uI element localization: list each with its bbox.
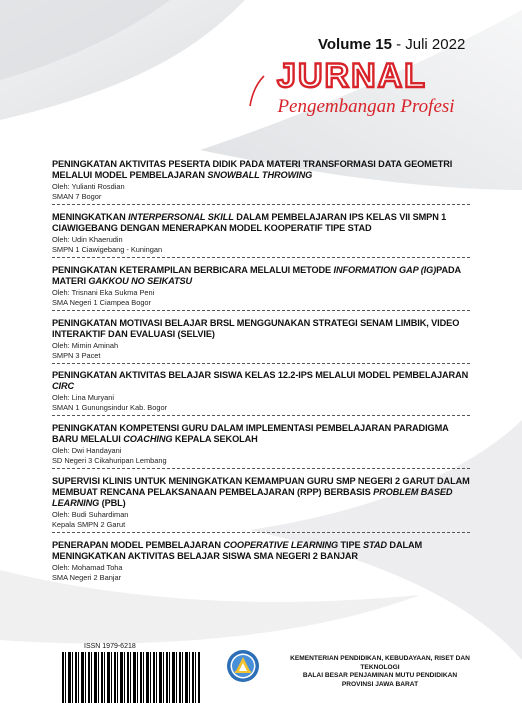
ministry-line: BALAI BESAR PENJAMINAN MUTU PENDIDIKAN — [302, 672, 458, 679]
article-title-text: (PBL) — [99, 498, 126, 509]
article-title-text: PENINGKATAN KOMPETENSI GURU DALAM IMPLEMENTASI PEMBELAJARAN PARADIGMA BARU MELALUI — [52, 423, 449, 445]
article-title — [52, 540, 470, 562]
article-title — [52, 265, 470, 287]
article-title-text: PENINGKATAN MOTIVASI BELAJAR BRSL MENGGUNAKAN STRATEGI SENAM LIMBIK, VIDEO INTERAKTIF DAN EVALUASI (SELVIE) — [52, 317, 460, 339]
volume-issue-label — [318, 36, 465, 53]
article-title — [52, 370, 470, 392]
issue-date: - Juli 2022 — [396, 36, 466, 53]
article-title — [52, 476, 470, 509]
article-author: Oleh: Trisnani Eka Sukma Peni — [52, 287, 155, 297]
article-entry — [52, 368, 470, 416]
article-title-text: DALAM MENINGKATKAN AKTIVITAS BELAJAR SISWA SMA NEGERI 2 BANJAR — [52, 539, 423, 561]
article-author: Oleh: Yulianti Rosdian — [52, 182, 125, 191]
article-title-italic: COACHING — [123, 434, 173, 445]
article-title-text: KEPALA SEKOLAH — [172, 434, 258, 445]
volume-number: Volume 15 — [318, 36, 392, 53]
journal-logo-word: JURNAL — [277, 57, 427, 95]
article-title-italic: SNOWBALL THROWING — [207, 170, 313, 180]
article-entry — [52, 157, 470, 205]
article-title-italic: INFORMATION GAP (IG) — [333, 264, 437, 275]
article-author: Oleh: Mimin Aminah — [52, 340, 119, 350]
article-institution: SMA Negeri 2 Banjar — [52, 572, 122, 582]
ministry-line: KEMENTERIAN PENDIDIKAN, KEBUDAYAAN, RISET DAN TEKNOLOGI — [290, 655, 470, 671]
article-institution: SMPN 3 Pacet — [52, 350, 101, 360]
article-author: Oleh: Budi Suhardiman — [52, 510, 129, 520]
article-entry — [52, 210, 470, 258]
article-title-text: SUPERVISI KLINIS UNTUK MENINGKATKAN KEMAMPUAN GURU SMP NEGERI 2 GARUT DALAM MEMBUAT RENCANA PELAKSANAAN PEMBELAJARAN (RPP) BERBASIS — [52, 476, 470, 498]
article-title — [52, 212, 470, 234]
article-entry — [52, 538, 470, 585]
article-title — [52, 318, 470, 340]
article-author: Oleh: Udin Khaerudin — [52, 234, 123, 244]
article-entry — [52, 421, 470, 469]
article-author: Oleh: Dwi Handayani — [52, 446, 122, 456]
article-title-italic: CIRC — [52, 381, 75, 392]
article-title-text: PADA MATERI — [52, 264, 461, 286]
article-title-text: PENINGKATAN AKTIVITAS BELAJAR SISWA KELAS 12.2-IPS MELALUI MODEL PEMBELAJARAN — [52, 370, 469, 381]
table-of-contents — [52, 157, 470, 585]
article-entry — [52, 263, 470, 311]
article-title-italic: INTERPERSONAL SKILL — [128, 211, 234, 222]
article-title-text: MENINGKATKAN — [52, 211, 129, 222]
article-institution: SMPN 1 Ciawigebang - Kuningan — [52, 244, 163, 254]
ministry-line: PROVINSI JAWA BARAT — [341, 680, 419, 688]
article-institution: Kepala SMPN 2 Garut — [52, 520, 126, 530]
article-institution: SD Negeri 3 Cikahuripan Lembang — [52, 456, 167, 466]
article-institution: SMAN 7 Bogor — [52, 192, 102, 201]
article-title-italic: COOPERATIVE LEARNING — [223, 539, 339, 550]
journal-logo — [246, 54, 458, 124]
article-entry — [52, 316, 470, 364]
article-title-text: TIPE — [338, 539, 364, 550]
article-author: Oleh: Mohamad Toha — [52, 562, 123, 572]
article-author: Oleh: Lina Muryani — [52, 393, 115, 403]
article-title-italic: STAD — [363, 539, 387, 550]
article-title — [52, 159, 470, 181]
article-title-text: PENERAPAN MODEL PEMBELAJARAN — [52, 539, 224, 550]
ministry-address — [270, 655, 490, 689]
article-title-text: DALAM PEMBELAJARAN IPS KELAS VII SMPN 1 CIAWIGEBANG DENGAN MENERAPKAN MODEL KOOPERATIF TIPE STAD — [52, 211, 447, 233]
article-title-italic: GAKKOU NO SEIKATSU — [88, 275, 193, 286]
article-title-italic: PROBLEM BASED LEARNING — [52, 487, 453, 509]
article-entry — [52, 474, 470, 533]
article-institution: SMAN 1 Gunungsindur Kab. Bogor — [52, 403, 168, 413]
article-institution: SMA Negeri 1 Ciampea Bogor — [52, 297, 152, 307]
issn-number: ISSN 1979-6218 — [84, 643, 136, 650]
journal-logo-subtitle: Pengembangan Profesi — [277, 96, 455, 117]
barcode-icon — [62, 652, 200, 703]
article-title — [52, 423, 470, 445]
article-title-text: PENINGKATAN KETERAMPILAN BERBICARA MELALUI METODE — [52, 264, 334, 275]
tut-wuri-handayani-emblem-icon — [226, 649, 260, 683]
article-title-text: PENINGKATAN AKTIVITAS PESERTA DIDIK PADA MATERI TRANSFORMASI DATA GEOMETRI MELALUI MODEL PEMBELAJARAN — [52, 159, 453, 180]
